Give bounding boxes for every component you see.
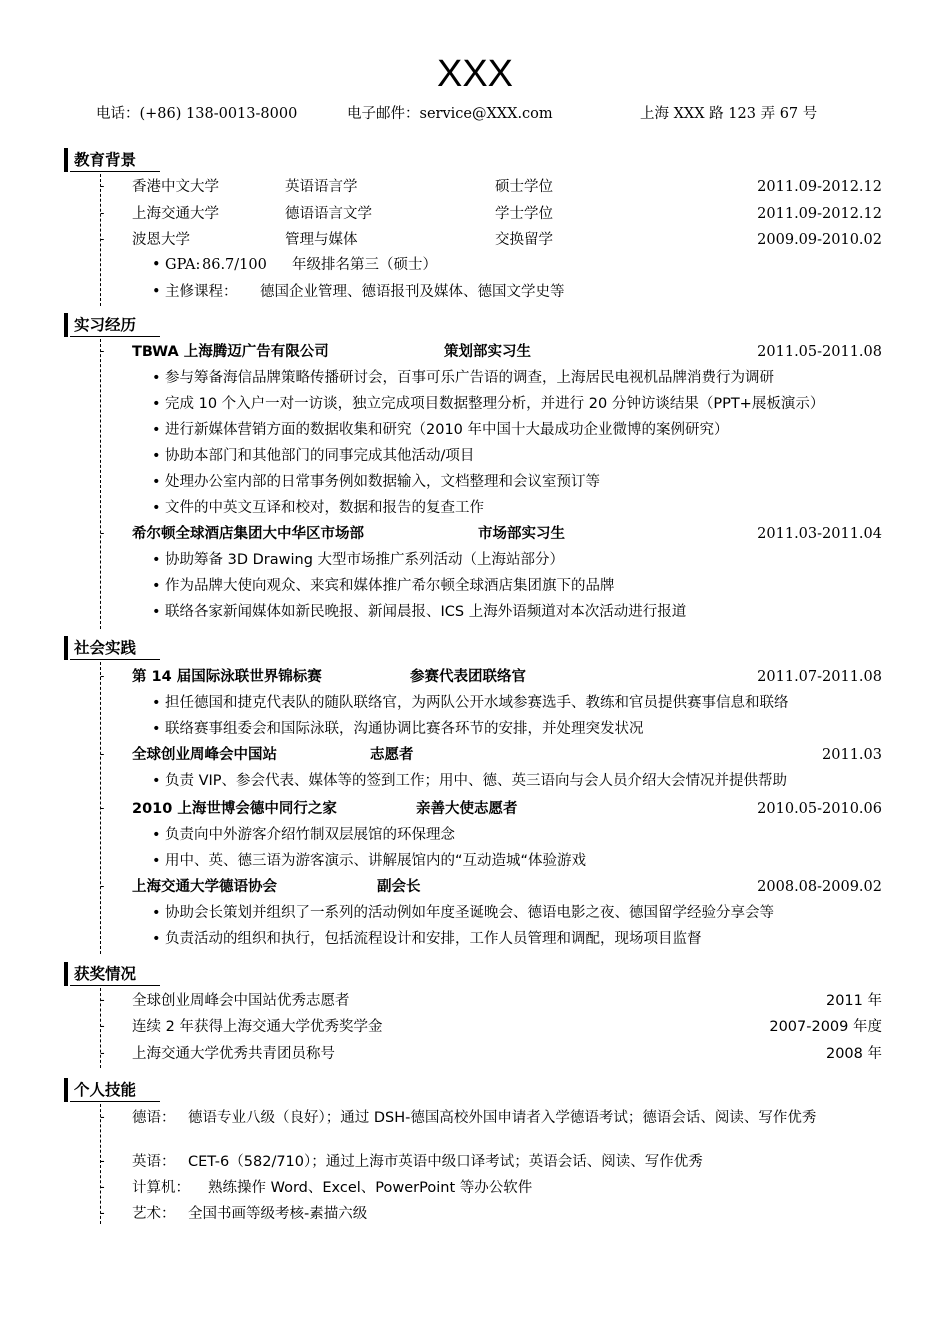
email-address: 电子邮件：service@XXX.com <box>347 106 553 122</box>
education-title: 教育背景 <box>74 151 137 169</box>
gpa-label: GPA: <box>165 257 201 273</box>
bullet-icon: • <box>152 500 161 516</box>
row-marker: - <box>100 344 105 359</box>
internship-title: 实习经历 <box>74 316 137 334</box>
award-name: 连续 2 年获得上海交通大学优秀奖学金 <box>132 1019 383 1035</box>
dates: 2009.09-2010.02 <box>757 232 882 248</box>
major: 管理与媒体 <box>285 232 358 248</box>
row-marker: - <box>100 1180 105 1195</box>
social-entry-header <box>64 666 884 688</box>
awards-section <box>64 962 884 1072</box>
row-marker: - <box>100 801 105 816</box>
row-marker: - <box>100 1110 105 1125</box>
row-marker: - <box>100 526 105 541</box>
skill-label: 德语： <box>132 1110 176 1126</box>
award-name: 上海交通大学优秀共青团员称号 <box>132 1046 335 1062</box>
education-section <box>64 148 884 308</box>
phone-number: 电话：(+86) 138-0013-8000 <box>96 106 298 122</box>
row-marker: - <box>100 879 105 894</box>
bullet-icon: • <box>152 604 161 620</box>
bullet-icon: • <box>152 552 161 568</box>
row-marker: - <box>100 232 105 247</box>
bullet-icon: • <box>152 370 161 386</box>
section-marker <box>64 962 68 986</box>
bullet-icon: • <box>152 773 161 789</box>
skill-value: 全国书画等级考核-素描六级 <box>188 1206 368 1222</box>
award-row <box>64 1043 884 1065</box>
bullet-icon: • <box>152 284 161 300</box>
row-marker: - <box>100 1154 105 1169</box>
row-marker: - <box>100 1046 105 1061</box>
bullet-icon: • <box>152 853 161 869</box>
section-divider <box>70 985 160 986</box>
award-name: 全球创业周峰会中国站优秀志愿者 <box>132 993 350 1009</box>
award-row <box>64 990 884 1012</box>
social-entry-header <box>64 798 884 820</box>
organization: 第 14 届国际泳联世界锦标赛 <box>132 669 322 685</box>
section-divider <box>70 1101 160 1102</box>
award-date: 2008 年 <box>825 1046 882 1062</box>
degree: 硕士学位 <box>495 179 553 195</box>
role: 志愿者 <box>370 747 414 763</box>
dates: 2011.05-2011.08 <box>757 344 882 360</box>
internship-entry-header <box>64 523 884 545</box>
bullet-icon: • <box>152 721 161 737</box>
school-name: 香港中文大学 <box>132 179 219 195</box>
skill-value: 德语专业八级（良好）；通过 DSH-德国高校外国申请者入学德语考试；德语会话、阅读、写作优秀 <box>188 1110 817 1126</box>
skill-label: 艺术： <box>132 1206 176 1222</box>
section-divider <box>70 659 160 660</box>
role: 市场部实习生 <box>478 526 565 542</box>
degree: 交换留学 <box>495 232 553 248</box>
row-marker: - <box>100 747 105 762</box>
bullet-icon: • <box>152 396 161 412</box>
organization: 全球创业周峰会中国站 <box>132 747 277 763</box>
gpa-rank: 年级排名第三（硕士） <box>292 257 437 273</box>
section-marker <box>64 148 68 172</box>
education-row <box>64 203 884 225</box>
organization: TBWA 上海腾迈广告有限公司 <box>132 344 329 360</box>
role: 副会长 <box>377 879 421 895</box>
section-marker <box>64 1078 68 1102</box>
row-marker: - <box>100 206 105 221</box>
bullet-icon: • <box>152 422 161 438</box>
skill-label: 计算机： <box>132 1180 190 1196</box>
bullet-icon: • <box>152 578 161 594</box>
section-marker <box>64 636 68 660</box>
role: 参赛代表团联络官 <box>410 669 526 685</box>
gpa-value: 86.7/100 <box>202 257 267 273</box>
candidate-name: XXX <box>436 53 514 95</box>
school-name: 波恩大学 <box>132 232 190 248</box>
dates: 2010.05-2010.06 <box>757 801 882 817</box>
row-marker: - <box>100 993 105 1008</box>
internship-section: 实习经历 - TBWA 上海腾迈广告有限公司 策划部实习生 2011.05-2011.08 • 参与筹备海信品牌策略传播研讨会，百事可乐广告语的调查，上海居民电视机品牌消费行为调研 • 完成 10 个入户一对一访谈，独立完成项目数据整理分析，并进行 20 分钟访谈结果（PPT+展板演示） • 进行新媒体营销方面的数据收集和研究（2010 年中国十大最成功企业微博的案例研究） • 协助本部门和其他部门的同事完成其他活动/项目 • 处理办公室内部的日常事务例如数据输入，文档整理和会议室预订等 • 文件的中英文互译和校对，数据和报告的复查工作 - 希尔顿全球酒店集团大中华区市场部 市场部实习生 2011.03-2011.04 • 协助筹备 3D Drawing 大型市场推广系列活动（上海站部分） • 作为品牌大使向观众、来宾和媒体推广希尔顿全球酒店集团旗下的品牌 • 联络各家新闻媒体如新民晚报、新闻晨报、ICS 上海外语频道对本次活动进行报道 <box>64 313 884 631</box>
bullet-icon: • <box>152 474 161 490</box>
home-address: 上海 XXX 路 123 弄 67 号 <box>640 106 818 122</box>
major: 英语语言学 <box>285 179 358 195</box>
row-marker: - <box>100 1019 105 1034</box>
skills-section <box>64 1078 884 1228</box>
row-marker: - <box>100 1206 105 1221</box>
dates: 2011.09-2012.12 <box>757 179 882 195</box>
education-row <box>64 229 884 251</box>
courses-label: 主修课程： <box>165 284 238 300</box>
bullet-icon: • <box>152 827 161 843</box>
bullet-icon: • <box>152 448 161 464</box>
major: 德语语言文学 <box>285 206 372 222</box>
social-practice-section: 社会实践 - 第 14 届国际泳联世界锦标赛 参赛代表团联络官 2011.07-2011.08 • 担任德国和捷克代表队的随队联络官，为两队公开水域参赛选手、教练和官员提供赛事信息和联络 • 联络赛事组委会和国际泳联，沟通协调比赛各环节的安排，并处理突发状况 - 全球创业周峰会中国站 志愿者 2011.03 • 负责 VIP、参会代表、媒体等的签到工作；用中、德、英三语向与会人员介绍大会情况并提供帮助 - 2010 上海世博会德中同行之家 亲善大使志愿者 2010.05-2010.06 • 负责向中外游客介绍竹制双层展馆的环保理念 • 用中、英、德三语为游客演示、讲解展馆内的“互动造城“体验游戏 - 上海交通大学德语协会 副会长 2008.08-2009.02 • 协助会长策划并组织了一系列的活动例如年度圣诞晚会、德语电影之夜、德国留学经验分享会等 • 负责活动的组织和执行，包括流程设计和安排，工作人员管理和调配，现场项目监督 <box>64 636 884 956</box>
bullet-icon: • <box>152 695 161 711</box>
role: 策划部实习生 <box>444 344 531 360</box>
role: 亲善大使志愿者 <box>416 801 518 817</box>
bullet-icon: • <box>152 931 161 947</box>
courses-value: 德国企业管理、德语报刊及媒体、德国文学史等 <box>260 284 565 300</box>
row-marker: - <box>100 669 105 684</box>
internship-entry-header <box>64 341 884 363</box>
social-entry-header <box>64 744 884 766</box>
section-divider <box>70 171 160 172</box>
degree: 学士学位 <box>495 206 553 222</box>
skills-title: 个人技能 <box>74 1081 137 1099</box>
dates: 2011.07-2011.08 <box>757 669 882 685</box>
dates: 2011.09-2012.12 <box>757 206 882 222</box>
organization: 希尔顿全球酒店集团大中华区市场部 <box>132 526 364 542</box>
bullet-icon: • <box>152 905 161 921</box>
award-date: 2011 年 <box>825 993 882 1009</box>
dates: 2011.03-2011.04 <box>757 526 882 542</box>
dates: 2008.08-2009.02 <box>757 879 882 895</box>
social-practice-title: 社会实践 <box>74 639 137 657</box>
award-date: 2007-2009 年度 <box>769 1019 882 1035</box>
award-row <box>64 1016 884 1038</box>
awards-title: 获奖情况 <box>74 965 137 983</box>
timeline-line <box>100 339 101 629</box>
row-marker: - <box>100 179 105 194</box>
organization: 上海交通大学德语协会 <box>132 879 277 895</box>
school-name: 上海交通大学 <box>132 206 219 222</box>
section-divider <box>70 336 160 337</box>
skill-value: 熟练操作 Word、Excel、PowerPoint 等办公软件 <box>208 1180 533 1196</box>
section-marker <box>64 313 68 337</box>
organization: 2010 上海世博会德中同行之家 <box>132 801 337 817</box>
skill-value: CET-6（582/710）；通过上海市英语中级口译考试；英语会话、阅读、写作优秀 <box>188 1154 703 1170</box>
education-row <box>64 176 884 198</box>
dates: 2011.03 <box>822 747 882 763</box>
bullet-icon: • <box>152 257 161 273</box>
skill-label: 英语： <box>132 1154 176 1170</box>
social-entry-header <box>64 876 884 898</box>
